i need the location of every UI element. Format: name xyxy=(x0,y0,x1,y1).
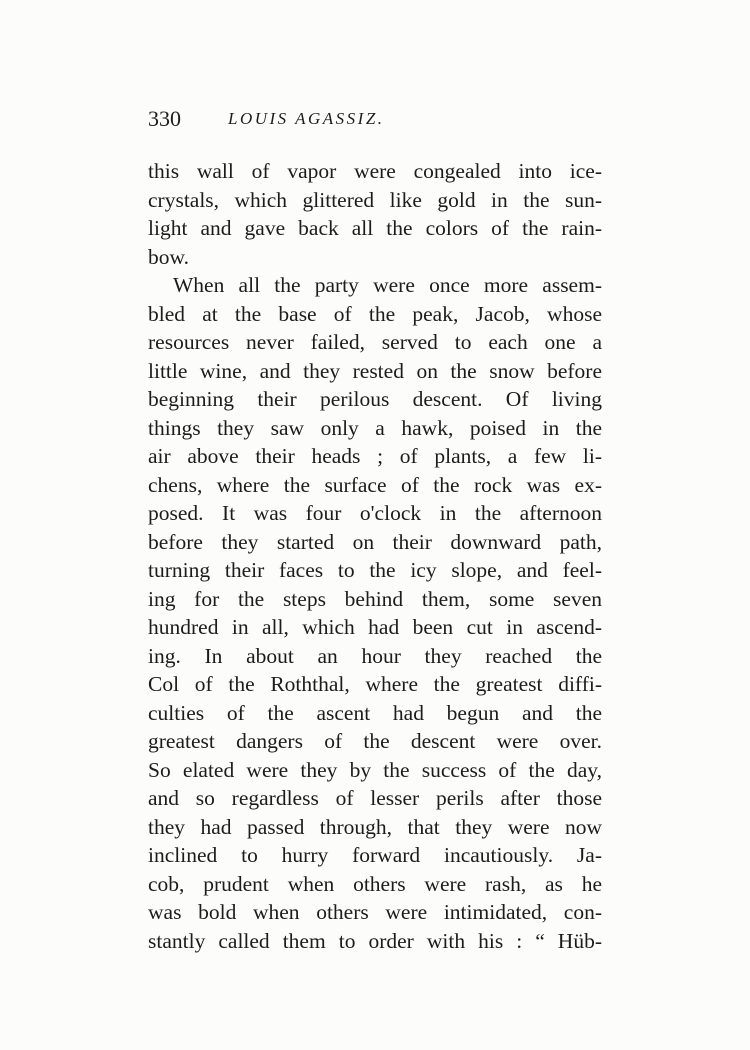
paragraph-1 xyxy=(148,157,602,271)
text-line: bow. xyxy=(148,244,190,269)
text-line: air above their heads ; of plants, a few li- xyxy=(148,444,602,468)
text-line: bled at the base of the peak, Jacob, whose xyxy=(148,301,602,326)
text-line: greatest dangers of the descent were over. xyxy=(148,729,602,753)
text-line: hundred in all, which had been cut in ascend- xyxy=(148,615,602,639)
text-line: beginning their perilous descent. Of living xyxy=(148,387,602,411)
text-line: stantly called them to order with his : “ Hüb- xyxy=(148,928,602,953)
text-line: little wine, and they rested on the snow before xyxy=(148,358,602,383)
text-line: Col of the Roththal, where the greatest diffi- xyxy=(148,672,602,696)
running-header xyxy=(148,106,600,136)
body-text xyxy=(148,157,602,955)
text-line: ing. In about an hour they reached the xyxy=(148,643,602,668)
text-line: crystals, which glittered like gold in the sun- xyxy=(148,187,602,212)
text-line: cob, prudent when others were rash, as he xyxy=(148,871,602,896)
text-line: So elated were they by the success of the day, xyxy=(148,757,602,782)
text-line: inclined to hurry forward incautiously. Ja- xyxy=(148,843,602,867)
text-line: was bold when others were intimidated, con- xyxy=(148,900,602,924)
running-title: LOUIS AGASSIZ. xyxy=(228,109,385,128)
text-line: posed. It was four o'clock in the afternoon xyxy=(148,501,602,525)
paragraph-2 xyxy=(148,271,602,955)
text-line: things they saw only a hawk, poised in the xyxy=(148,415,602,440)
text-line: When all the party were once more assem- xyxy=(173,273,602,297)
text-line: they had passed through, that they were now xyxy=(148,814,602,839)
page-number: 330 xyxy=(148,106,181,131)
text-line: chens, where the surface of the rock was ex- xyxy=(148,472,602,497)
text-line: before they started on their downward path, xyxy=(148,529,602,554)
text-line: this wall of vapor were congealed into ice- xyxy=(148,159,602,183)
text-line: culties of the ascent had begun and the xyxy=(148,700,602,725)
text-line: and so regardless of lesser perils after those xyxy=(148,786,602,810)
text-line: turning their faces to the icy slope, and feel- xyxy=(148,558,602,582)
text-line: resources never failed, served to each one a xyxy=(148,330,602,354)
text-line: ing for the steps behind them, some seven xyxy=(148,586,602,611)
text-line: light and gave back all the colors of the rain- xyxy=(148,216,602,240)
